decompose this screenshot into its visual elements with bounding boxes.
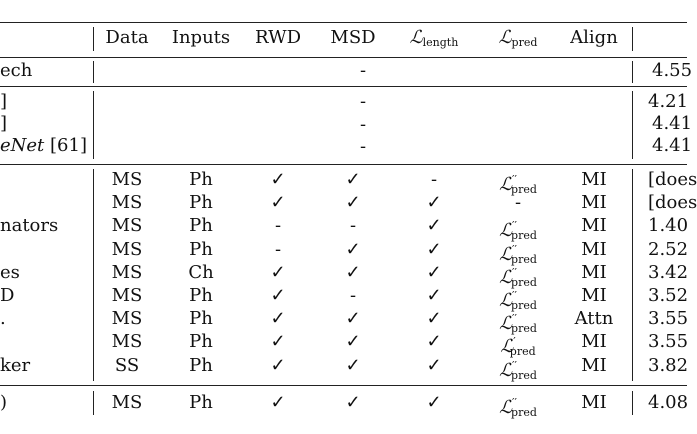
group3-row-msd: ✓ — [345, 192, 361, 214]
header-rwd: RWD — [254, 27, 302, 48]
header-msd: MSD — [330, 27, 376, 48]
group3-row-score: 3.55 — [648, 308, 689, 330]
group3-row-align: Attn — [574, 308, 614, 330]
group3-row-score: [does — [648, 192, 697, 214]
group3-row-l-length: ✓ — [426, 308, 442, 330]
l-length-subscript: length — [422, 36, 459, 49]
group3-row-data: MS — [111, 215, 143, 237]
group3-row-score: 2.52 — [648, 238, 689, 260]
group3-row-rwd: ✓ — [270, 354, 286, 376]
l-pred-superscript: ′′ — [512, 358, 518, 372]
group4-row-l-length: ✓ — [426, 392, 442, 413]
group3-row-inputs: Ph — [189, 308, 213, 330]
g2-row1-msd: - — [359, 91, 367, 112]
header-align: Align — [570, 27, 618, 48]
header-inputs: Inputs — [171, 27, 231, 48]
group3-row-inputs: Ph — [189, 285, 213, 306]
l-pred-symbol: ℒ — [499, 359, 513, 381]
group3-row-align: MI — [581, 192, 607, 214]
header-l-length — [398, 28, 470, 53]
group3-row-align: MI — [581, 215, 607, 237]
vsep-right-g3 — [632, 169, 633, 381]
group3-row-msd: ✓ — [345, 169, 361, 190]
group4-row-rwd: ✓ — [270, 392, 286, 413]
group3-row-l-length: ✓ — [426, 192, 442, 214]
header-rule — [0, 57, 687, 58]
g1-row-score: 4.55 — [652, 60, 693, 81]
group3-row-align: MI — [581, 331, 607, 353]
g1-row-name: ech — [0, 60, 33, 81]
group3-row-rwd: ✓ — [270, 285, 286, 306]
group3-row-l-pred: - — [514, 192, 522, 214]
vsep-left-g2 — [93, 91, 94, 159]
group3-row-data: MS — [111, 308, 143, 330]
g2-row3-name-italic: eNet — [0, 135, 45, 156]
group4-row-score: 4.08 — [648, 392, 689, 413]
group3-row-align: MI — [581, 261, 607, 283]
g2-row2-name: ] — [0, 113, 8, 134]
l-length-symbol: ℒ — [409, 27, 423, 48]
group3-row-score: 1.40 — [648, 215, 689, 237]
g2-row3-name — [0, 136, 87, 156]
group3-row-data: MS — [111, 285, 143, 306]
group3-row-msd: ✓ — [345, 261, 361, 283]
g2-row2-score: 4.41 — [652, 113, 693, 134]
group3-row-msd: - — [349, 285, 357, 306]
group3-row-rwd: ✓ — [270, 308, 286, 330]
vsep-left-g1 — [93, 61, 94, 83]
group3-row-l-length: ✓ — [426, 331, 442, 353]
l-pred-symbol: ℒ — [499, 266, 513, 288]
l-pred-superscript: ′′ — [512, 173, 518, 186]
l-pred-subscript: pred — [511, 275, 537, 289]
group3-row-l-length: ✓ — [426, 215, 442, 237]
group3-row-inputs: Ph — [189, 238, 213, 260]
group3-row-align: MI — [581, 238, 607, 260]
l-pred-symbol: ℒ — [498, 27, 512, 48]
l-pred-symbol: ℒ — [499, 313, 513, 335]
group3-row-score: 3.42 — [648, 261, 689, 283]
group3-row-l-length: ✓ — [426, 238, 442, 260]
vsep-right-g2 — [632, 91, 633, 159]
group2-rule — [0, 164, 687, 165]
l-pred-superscript: ′′ — [512, 312, 518, 326]
l-pred-symbol: ℒ — [499, 174, 513, 195]
group3-row-data: MS — [111, 169, 143, 190]
l-pred-superscript: ′′ — [512, 265, 518, 279]
group3-row-rwd: ✓ — [270, 261, 286, 283]
l-pred-subscript: pred — [509, 345, 536, 359]
g1-row-msd: - — [359, 60, 367, 81]
l-pred-subscript: pred — [511, 252, 537, 266]
l-pred-superscript: ′′ — [512, 219, 518, 233]
l-pred-superscript: ′′ — [512, 396, 518, 409]
group3-row-inputs: Ph — [189, 215, 213, 237]
l-pred-subscript: pred — [511, 406, 537, 419]
group3-row-name: nators — [0, 215, 59, 237]
group3-row-l-pred — [488, 356, 548, 386]
group3-row-l-length: - — [430, 169, 438, 190]
group3-row-msd: - — [349, 215, 357, 237]
l-pred-superscript: ′ — [513, 335, 516, 349]
group3-row-l-length: ✓ — [426, 354, 442, 376]
header-data: Data — [105, 27, 149, 48]
l-pred-symbol: ℒ — [499, 220, 513, 242]
group3-row-msd: ✓ — [345, 354, 361, 376]
group3-row-score: 3.55 — [648, 331, 689, 353]
g2-row1-name: ] — [0, 91, 8, 112]
group4-row-l-pred — [488, 393, 548, 423]
group3-row-data: SS — [114, 354, 140, 376]
group3-row-rwd: ✓ — [270, 192, 286, 214]
group3-row-msd: ✓ — [345, 308, 361, 330]
group3-row-score: 3.52 — [648, 285, 689, 306]
l-pred-subscript: pred — [511, 299, 537, 312]
vsep-left-g4 — [93, 391, 94, 415]
group3-row-inputs: Ph — [189, 192, 213, 214]
group3-row-score: 3.82 — [648, 354, 689, 376]
group4-row-inputs: Ph — [189, 392, 213, 413]
group3-row-inputs: Ph — [189, 331, 213, 353]
l-pred-symbol: ℒ — [499, 397, 513, 418]
group3-row-rwd: - — [274, 215, 282, 237]
l-pred-subscript: pred — [511, 36, 538, 49]
vsep-left-g3 — [93, 169, 94, 381]
group3-row-data: MS — [111, 331, 143, 353]
vsep-right-g4 — [632, 391, 633, 415]
group1-rule — [0, 86, 687, 87]
group4-row-msd: ✓ — [345, 392, 361, 413]
l-pred-superscript: ′′ — [512, 289, 518, 302]
vsep-left-header — [93, 27, 94, 51]
group3-row-l-length: ✓ — [426, 285, 442, 306]
group3-row-name: D — [0, 285, 15, 306]
group3-row-l-length: ✓ — [426, 261, 442, 283]
l-pred-superscript: ′′ — [512, 242, 518, 256]
group3-row-rwd: - — [274, 238, 282, 260]
vsep-right-header — [632, 27, 633, 51]
g2-row1-score: 4.21 — [648, 91, 689, 112]
g2-row3-score: 4.41 — [652, 135, 693, 156]
l-pred-symbol: ℒ — [499, 243, 513, 265]
group3-row-msd: ✓ — [345, 238, 361, 260]
group4-row-data: MS — [111, 392, 143, 413]
l-pred-subscript: pred — [511, 229, 537, 243]
top-rule — [0, 22, 687, 23]
group3-row-data: MS — [111, 261, 143, 283]
group3-row-align: MI — [581, 354, 607, 376]
group3-row-name: . — [0, 308, 6, 330]
g2-row2-msd: - — [359, 114, 367, 135]
vsep-right-g1 — [632, 61, 633, 83]
group3-row-rwd: ✓ — [270, 331, 286, 353]
l-pred-subscript: pred — [511, 368, 537, 382]
group3-row-rwd: ✓ — [270, 169, 286, 190]
group3-row-inputs: Ph — [189, 169, 213, 190]
header-l-pred — [488, 28, 548, 53]
group3-row-align: MI — [581, 169, 607, 190]
group3-row-inputs: Ph — [189, 354, 213, 376]
l-pred-symbol: ℒ — [499, 290, 513, 311]
g2-row3-name-suffix: [61] — [44, 135, 87, 156]
group3-row-name: ker — [0, 354, 31, 376]
group4-row-name: ) — [0, 392, 8, 413]
group3-row-msd: ✓ — [345, 331, 361, 353]
l-pred-subscript: pred — [511, 183, 537, 196]
l-pred-subscript: pred — [511, 322, 537, 336]
group3-row-score: [does — [648, 169, 697, 190]
group3-row-name: es — [0, 261, 20, 283]
group3-row-data: MS — [111, 238, 143, 260]
group3-rule — [0, 385, 687, 386]
group3-row-inputs: Ch — [188, 261, 214, 283]
group4-row-align: MI — [581, 392, 607, 413]
group3-row-align: MI — [581, 285, 607, 306]
l-pred-symbol: ℒ — [500, 336, 514, 358]
group3-row-data: MS — [111, 192, 143, 214]
g2-row3-msd: - — [359, 136, 367, 157]
